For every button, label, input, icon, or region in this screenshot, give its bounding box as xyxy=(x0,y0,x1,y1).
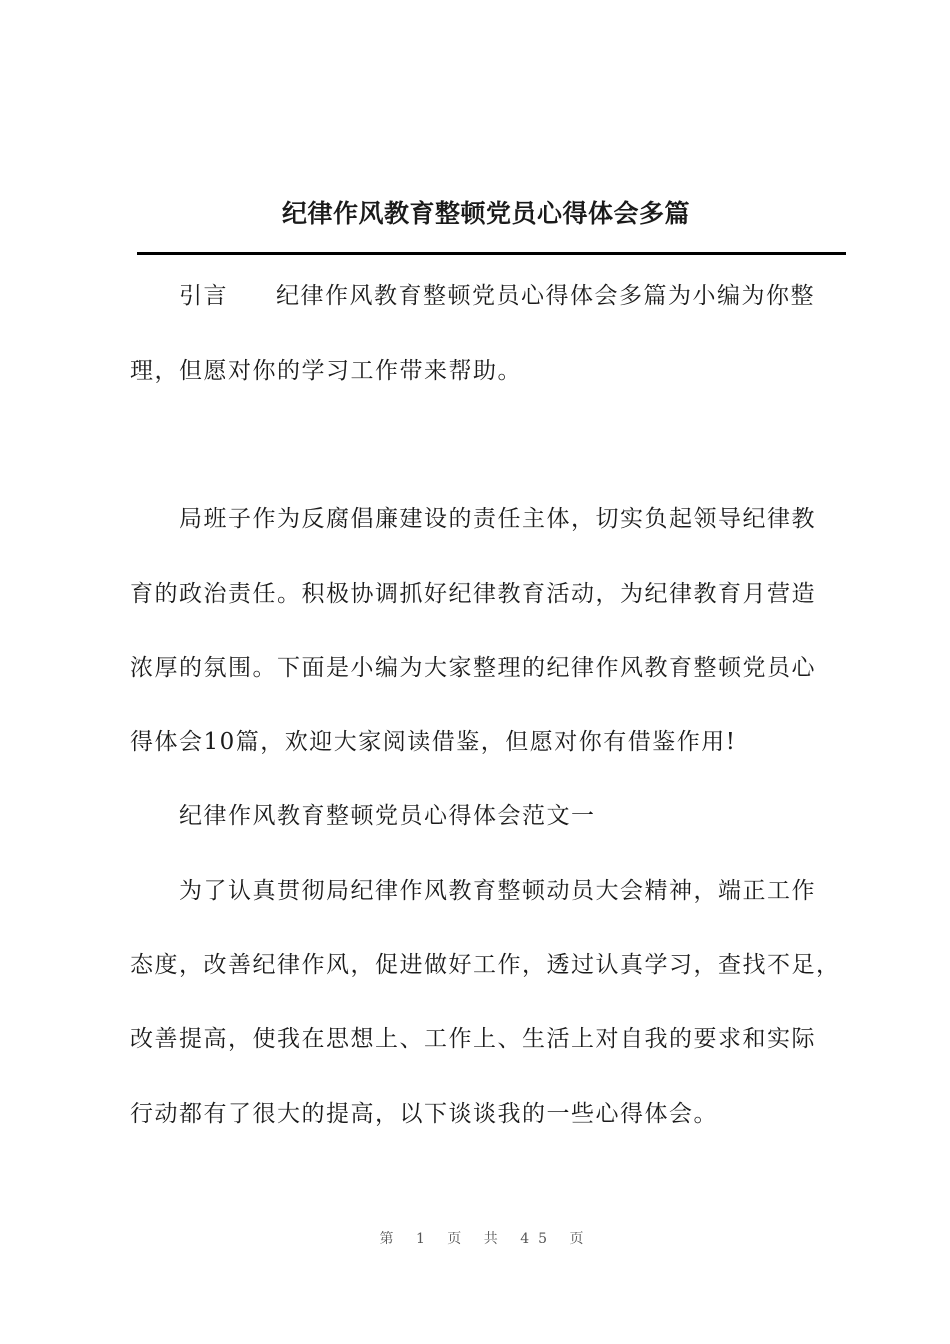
page-indicator: 第 1 页 共 45 页 xyxy=(379,1231,593,1247)
paragraph-line: 局班子作为反腐倡廉建设的责任主体，切实负起领导纪律教 xyxy=(179,506,816,532)
paragraph-line: 纪律作风教育整顿党员心得体会多篇为小编为你整 xyxy=(276,283,815,309)
paragraph-line: 理，但愿对你的学习工作带来帮助。 xyxy=(130,358,522,384)
paragraph-line: 育的政治责任。积极协调抓好纪律教育活动，为纪律教育月营造 xyxy=(130,581,816,607)
intro-label: 引言 xyxy=(179,283,228,309)
paragraph-line: 改善提高，使我在思想上、工作上、生活上对自我的要求和实际 xyxy=(130,1026,816,1052)
document-title: 纪律作风教育整顿党员心得体会多篇 xyxy=(281,199,690,228)
paragraph-line: 得体会10篇，欢迎大家阅读借鉴，但愿对你有借鉴作用! xyxy=(130,729,737,755)
paragraph-line: 浓厚的氛围。下面是小编为大家整理的纪律作风教育整顿党员心 xyxy=(130,655,816,681)
paragraph-line: 态度，改善纪律作风，促进做好工作，透过认真学习，查找不足， xyxy=(130,952,841,978)
section-heading: 纪律作风教育整顿党员心得体会范文一 xyxy=(179,803,596,829)
paragraph-line: 为了认真贯彻局纪律作风教育整顿动员大会精神，端正工作 xyxy=(179,878,816,904)
paragraph-line: 行动都有了很大的提高，以下谈谈我的一些心得体会。 xyxy=(130,1101,718,1127)
title-divider xyxy=(137,252,846,255)
intro-line xyxy=(179,276,899,316)
